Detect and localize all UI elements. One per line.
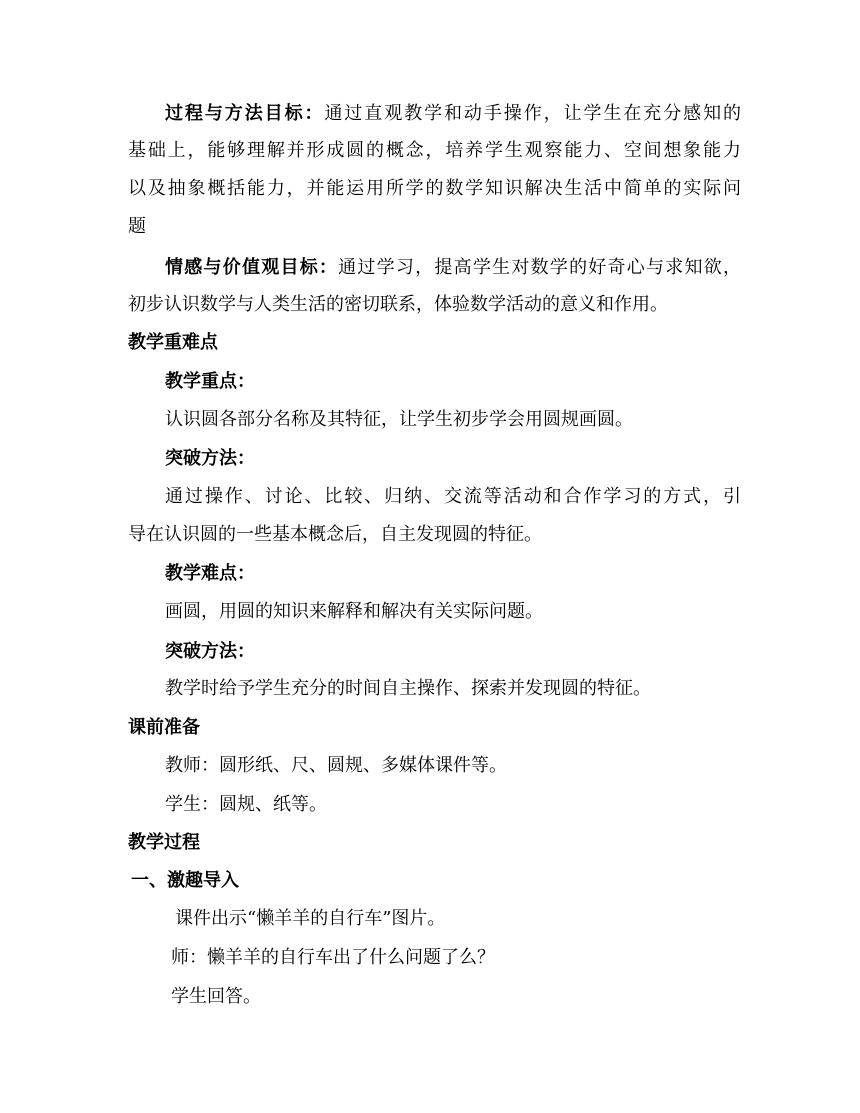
emotion-objective-line-1 [165,256,741,280]
process-objective-line-1 [165,102,741,126]
emotion-objective-label: 情感与价值观目标： [165,257,339,278]
process-line-1: 课件出示“懒羊羊的自行车”图片。 [175,908,446,929]
method2-text: 教学时给予学生充分的时间自主操作、探索并发现圆的特征。 [165,678,651,699]
method1-line-1: 通过操作、讨论、比较、归纳、交流等活动和合作学习的方式，引 [165,486,741,507]
process-objective-line-4: 题 [128,216,146,237]
focus-label: 教学重点： [165,371,255,392]
process-line-2: 师：懒羊羊的自行车出了什么问题了么？ [171,947,495,968]
method1-label: 突破方法： [165,448,255,469]
process-objective-label: 过程与方法目标： [165,103,325,124]
preparation-heading: 课前准备 [128,717,200,738]
process-objective-line-3: 以及抽象概括能力，并能运用所学的数学知识解决生活中简单的实际问 [128,178,741,199]
process-line-3: 学生回答。 [171,986,261,1007]
focus-text: 认识圆各部分名称及其特征，让学生初步学会用圆规画圆。 [165,409,633,430]
emotion-objective-text-1: 通过学习，提高学生对数学的好奇心与求知欲， [338,257,741,278]
process-objective-text-1: 通过直观教学和动手操作，让学生在充分感知的 [324,103,742,124]
process-objective-line-2: 基础上，能够理解并形成圆的概念，培养学生观察能力、空间想象能力 [128,140,741,161]
method2-label: 突破方法： [165,641,255,662]
section-1-heading: 一、激趣导入 [131,870,239,891]
key-points-heading: 教学重难点 [128,332,218,353]
preparation-student: 学生：圆规、纸等。 [165,794,327,815]
emotion-objective-line-2: 初步认识数学与人类生活的密切联系，体验数学活动的意义和作用。 [128,294,668,315]
difficulty-label: 教学难点： [165,563,255,584]
method1-line-2: 导在认识圆的一些基本概念后，自主发现圆的特征。 [128,524,542,545]
process-heading: 教学过程 [128,832,200,853]
preparation-teacher: 教师：圆形纸、尺、圆规、多媒体课件等。 [165,755,507,776]
difficulty-text: 画圆，用圆的知识来解释和解决有关实际问题。 [165,601,543,622]
